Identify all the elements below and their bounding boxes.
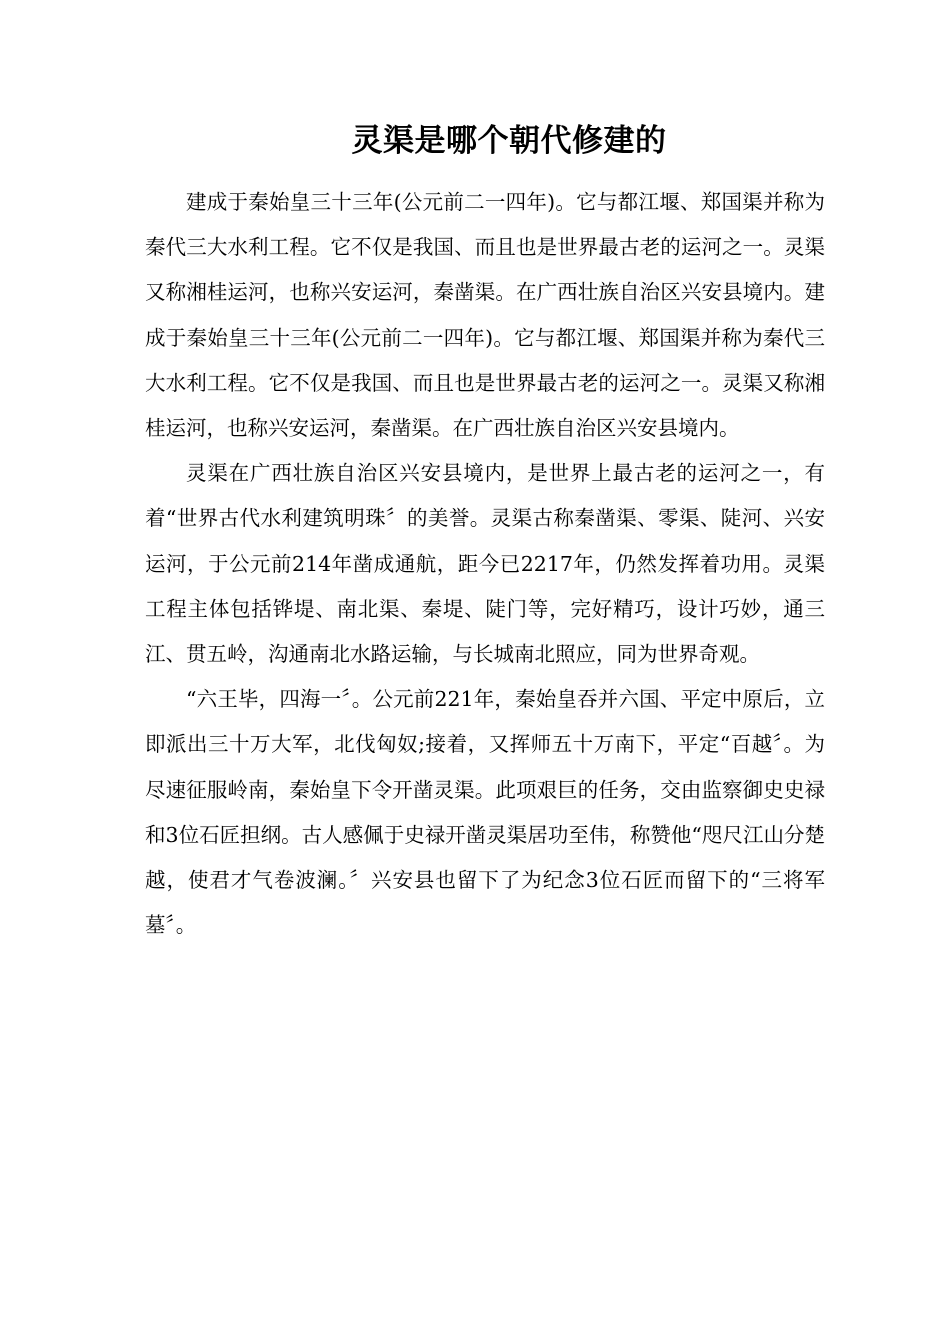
paragraph-3: “六王毕，四海一〞。公元前221年，秦始皇吞并六国、平定中原后，立即派出三十万大军，北伐匈奴;接着，又挥师五十万南下，平定“百越〞。为尽速征服岭南，秦始皇下令开凿灵渠。此项艰巨的任务，交由监察御史史禄和3位石匠担纲。古人感佩于史禄开凿灵渠居功至伟，称赞他“咫尺江山分楚越，使君才气卷波澜。〞兴安县也留下了为纪念3位石匠而留下的“三将军墓〞。 bbox=[145, 687, 825, 938]
paragraph-1: 建成于秦始皇三十三年(公元前二一四年)。它与都江堰、郑国渠并称为秦代三大水利工程。它不仅是我国、而且也是世界最古老的运河之一。灵渠又称湘桂运河，也称兴安运河，秦凿渠。在广西壮族自治区兴安县境内。建成于秦始皇三十三年(公元前二一四年)。它与都江堰、郑国渠并称为秦代三大水利工程。它不仅是我国、而且也是世界最古老的运河之一。灵渠又称湘桂运河，也称兴安运河，秦凿渠。在广西壮族自治区兴安县境内。 bbox=[145, 190, 825, 441]
paragraph-2: 灵渠在广西壮族自治区兴安县境内，是世界上最古老的运河之一，有着“世界古代水利建筑明珠〞的美誉。灵渠古称秦凿渠、零渠、陡河、兴安运河，于公元前214年凿成通航，距今已2217年，仍然发挥着功用。灵渠工程主体包括铧堤、南北渠、秦堤、陡门等，完好精巧，设计巧妙，通三江、贯五岭，沟通南北水路运输，与长城南北照应，同为世界奇观。 bbox=[145, 461, 825, 667]
document-body bbox=[145, 180, 825, 948]
page-title: 灵渠是哪个朝代修建的 bbox=[351, 123, 667, 159]
